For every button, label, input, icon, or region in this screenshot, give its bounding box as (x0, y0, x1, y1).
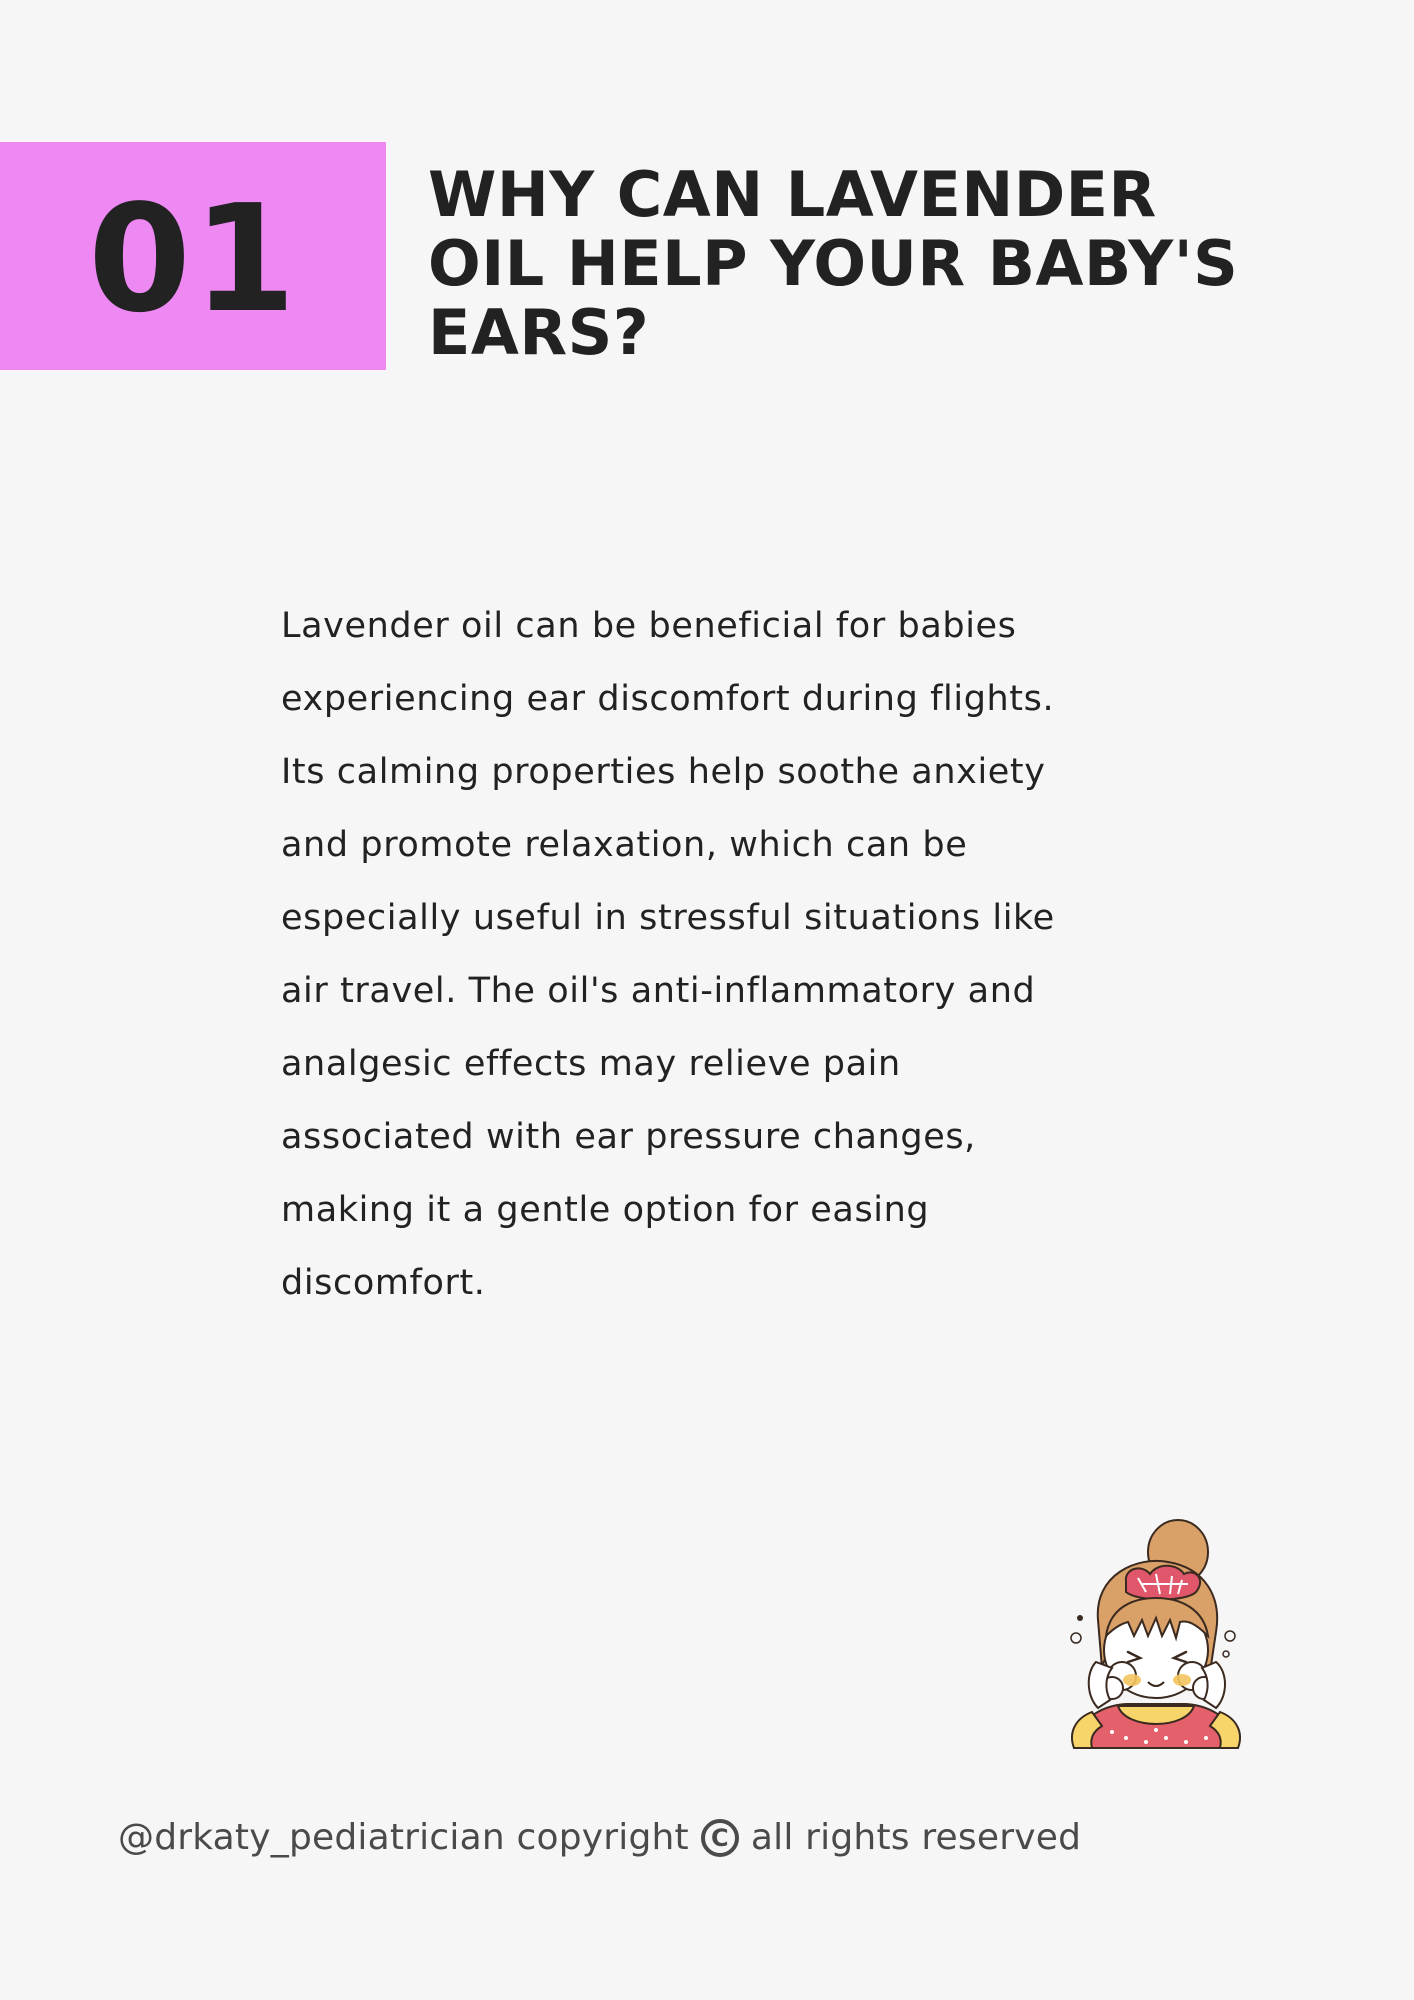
body-line: Its calming properties help soothe anxiety (281, 752, 1046, 792)
footer-credit (118, 1812, 1081, 1864)
footer-handle: @drkaty_pediatrician copyright (118, 1817, 689, 1858)
body-line: especially useful in stressful situations like (281, 898, 1055, 938)
girl-washing-face-illustration (1046, 1512, 1250, 1752)
body-line: analgesic effects may relieve pain (281, 1044, 901, 1084)
body-line: making it a gentle option for easing (281, 1190, 930, 1230)
title-line: OIL HELP YOUR BABY'S (428, 227, 1239, 300)
body-paragraph (281, 590, 1181, 1320)
body-line: experiencing ear discomfort during flights. (281, 679, 1055, 719)
title-line: EARS? (428, 296, 650, 369)
body-line: and promote relaxation, which can be (281, 825, 968, 865)
footer-rights: all rights reserved (750, 1817, 1082, 1858)
body-line: discomfort. (281, 1263, 486, 1303)
body-line: associated with ear pressure changes, (281, 1117, 976, 1157)
body-line: Lavender oil can be beneficial for babies (281, 606, 1017, 646)
title-line: WHY CAN LAVENDER (428, 158, 1157, 231)
copyright-icon: C (701, 1819, 739, 1857)
number-badge (0, 142, 386, 370)
page-title (428, 160, 1328, 367)
section-number: 01 (88, 173, 298, 345)
body-line: air travel. The oil's anti-inflammatory and (281, 971, 1036, 1011)
